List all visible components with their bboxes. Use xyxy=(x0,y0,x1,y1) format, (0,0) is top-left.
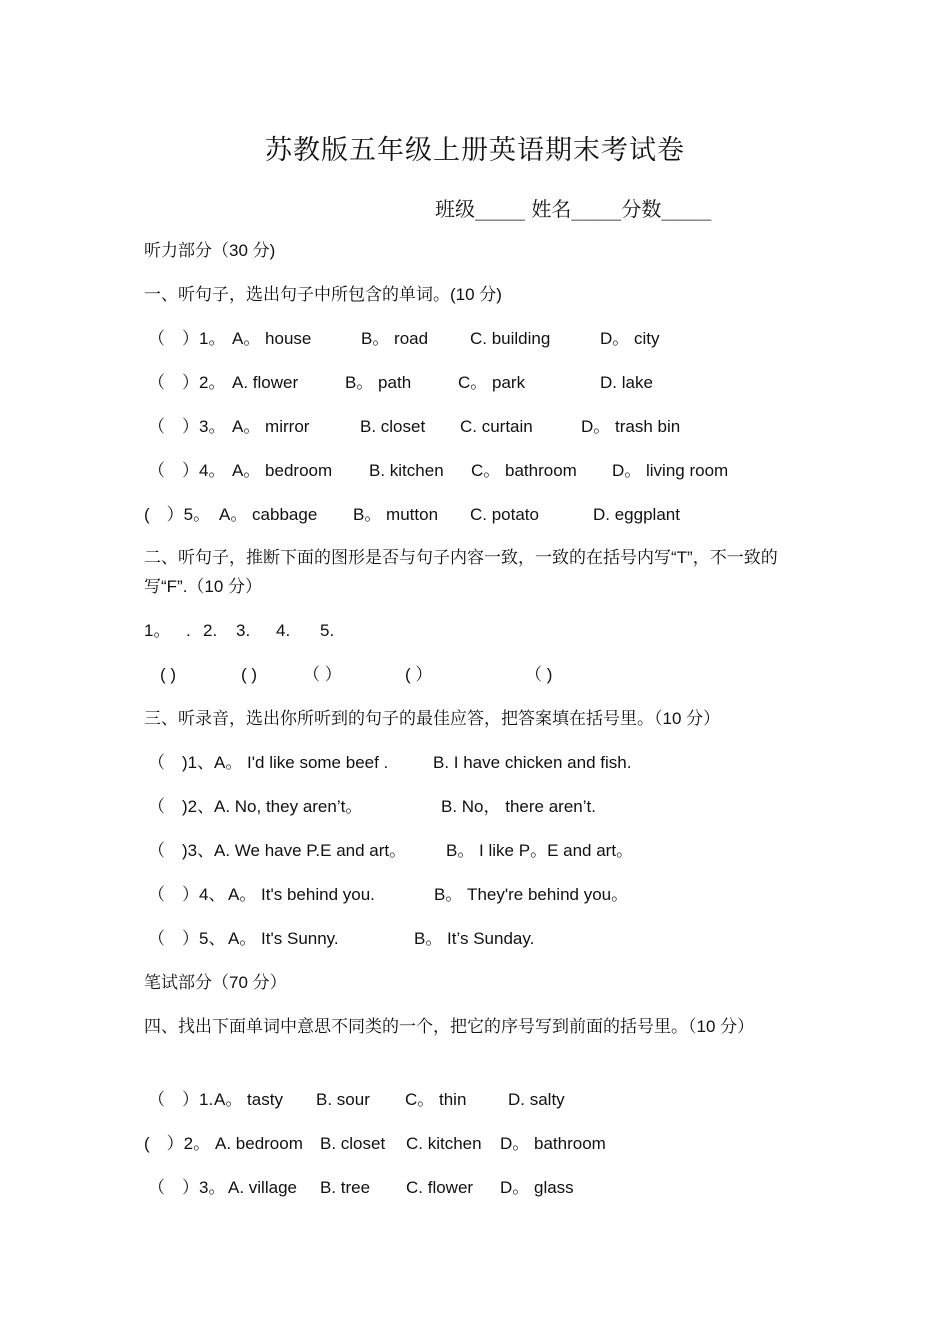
picture-number: 5. xyxy=(320,621,335,640)
answer-bracket: （ ） xyxy=(303,665,342,684)
option-d: D。 living room xyxy=(612,461,729,480)
option-d: D。 city xyxy=(600,329,660,348)
option-d: D. eggplant xyxy=(593,505,680,524)
option-c: C。 thin xyxy=(405,1090,467,1109)
option-c: C. curtain xyxy=(460,417,533,436)
question-number: （ ）1。 xyxy=(148,329,226,348)
section2-heading: 二、听句子，推断下面的图形是否与句子内容一致，一致的在括号内写“T”，不一致的写“F”.（10 分） xyxy=(144,548,778,596)
option-a: A。 It's behind you. xyxy=(228,885,375,904)
option-b: B。 road xyxy=(361,329,429,348)
option-a: A. village xyxy=(228,1178,297,1197)
option-b: B. No， there aren’t. xyxy=(441,797,596,816)
option-a: A。 I'd like some beef . xyxy=(214,753,389,772)
option-a: A。 cabbage xyxy=(219,505,318,524)
option-a: A. flower xyxy=(232,373,299,392)
question-number: （ )2、 xyxy=(148,797,215,816)
option-b: B. I have chicken and fish. xyxy=(433,753,632,772)
picture-number: 4. xyxy=(276,621,291,640)
option-b: B。 It’s Sunday. xyxy=(414,929,535,948)
option-a: A. bedroom xyxy=(215,1134,303,1153)
answer-bracket: ( ) xyxy=(241,665,258,684)
option-c: C。 bathroom xyxy=(471,461,577,480)
option-b: B. closet xyxy=(360,417,426,436)
option-a: A。 house xyxy=(232,329,312,348)
section4-heading: 四、找出下面单词中意思不同类的一个，把它的序号写到前面的括号里。（10 分） xyxy=(144,1017,755,1036)
option-a: A。 bedroom xyxy=(232,461,333,480)
picture-number: 2. xyxy=(203,621,218,640)
section1-heading: 一、听句子，选出句子中所包含的单词。(10 分) xyxy=(144,285,502,304)
question-number: （ ）4。 xyxy=(148,461,226,480)
option-d: D。 glass xyxy=(500,1178,574,1197)
option-b: B. kitchen xyxy=(369,461,444,480)
option-d: D。 bathroom xyxy=(500,1134,606,1153)
option-b: B. tree xyxy=(320,1178,371,1197)
question-number: （ )1、 xyxy=(148,753,215,772)
option-d: D. salty xyxy=(508,1090,565,1109)
option-c: C。 park xyxy=(458,373,526,392)
option-b: B. closet xyxy=(320,1134,386,1153)
student-info-line: 班级_____ 姓名_____分数_____ xyxy=(435,197,712,221)
question-number: （ ）3。 xyxy=(148,417,226,436)
question-number: （ )3、 xyxy=(148,841,215,860)
question-number: （ ）1. xyxy=(148,1090,214,1109)
option-b: B。 They're behind you。 xyxy=(434,885,629,904)
option-b: B。 path xyxy=(345,373,412,392)
option-b: B。 mutton xyxy=(353,505,439,524)
option-c: C. potato xyxy=(470,505,539,524)
option-a: A。 mirror xyxy=(232,417,310,436)
question-number: （ ）4、 xyxy=(148,885,226,904)
answer-bracket: （ ) xyxy=(525,665,553,684)
answer-bracket: ( ) xyxy=(160,665,177,684)
picture-number: . xyxy=(186,621,191,640)
option-a: A。 tasty xyxy=(214,1090,283,1109)
question-number: （ ）5、 xyxy=(148,929,226,948)
exam-title: 苏教版五年级上册英语期末考试卷 xyxy=(265,135,685,166)
section3-heading: 三、听录音，选出你所听到的句子的最佳应答，把答案填在括号里。（10 分） xyxy=(144,709,721,728)
option-b: B。 I like P。E and art。 xyxy=(446,841,634,860)
question-number: ( ）2。 xyxy=(144,1134,211,1153)
written-section-header: 笔试部分（70 分） xyxy=(144,973,287,992)
question-number: ( ）5。 xyxy=(144,505,211,524)
option-b: B. sour xyxy=(316,1090,370,1109)
picture-number: 3. xyxy=(236,621,251,640)
option-d: D. lake xyxy=(600,373,653,392)
option-c: C. flower xyxy=(406,1178,474,1197)
listening-section-header: 听力部分（30 分) xyxy=(144,241,276,260)
option-c: C. kitchen xyxy=(406,1134,482,1153)
answer-bracket: ( ） xyxy=(405,665,433,684)
option-a: A. We have P.E and art。 xyxy=(214,841,407,860)
question-number: （ ）3。 xyxy=(148,1178,226,1197)
option-d: D。 trash bin xyxy=(581,417,681,436)
option-a: A。 It's Sunny. xyxy=(228,929,339,948)
option-a: A. No, they aren’t。 xyxy=(214,797,363,816)
picture-number: 1。 xyxy=(144,621,171,640)
option-c: C. building xyxy=(470,329,551,348)
question-number: （ ）2。 xyxy=(148,373,226,392)
